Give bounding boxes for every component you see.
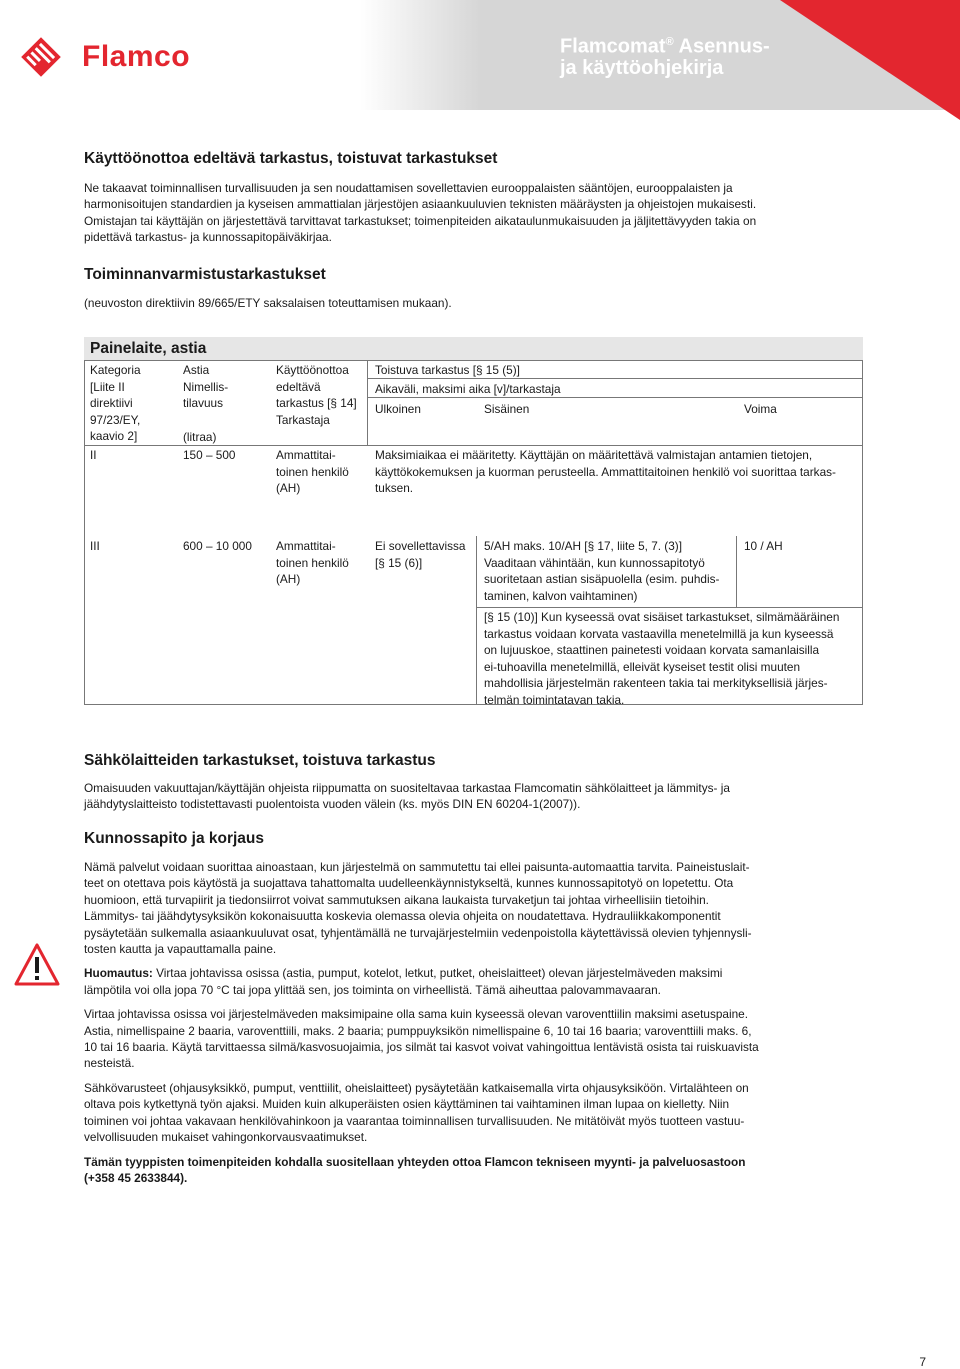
maintenance-note: Huomautus: Virtaa johtavissa osissa (astia, pumput, kotelot, letkut, putket, oheislaitteet) olevan järjestelmäveden maksimi lämpötila voi olla jopa 70 °C tai jopa ylittää sen, jos toiminta on virheellistä. Tämä aiheuttaa palovammavaaran.: [84, 966, 723, 997]
warning-icon: [14, 942, 60, 988]
row2-force: 10 / AH: [744, 539, 783, 553]
grid-line: [476, 607, 863, 608]
row1-inspector: Ammattitai- toinen henkilö (AH): [276, 448, 349, 496]
maintenance-paragraph-1: Nämä palvelut voidaan suorittaa ainoastaan, kun järjestelmä on sammutettu tai ellei paisunta-automaattia tarvita. Paineistuslait- teet on otettava pois käytöstä ja suojattava tahattomalta uudelleenkäynnistykseltä, kunnes kunnossapitotyö on lopetettu. Ota huomioon, että turvapiirit ja tiedonsiirrot voivat sammutuksen aikana laukaista turvaketjun tai johtaa virheellisiin tietoihin. Lämmitys- tai jäähdytysyksikön kokonaisuutta koskevia olemassa olevia ohjeita on noudatettava. Hydrauliikkakomponentit pysäytetään sulkemalla asiaankuuluvat osat, tyhjentämällä ne turvajärjestelmiin vedenpoistolla käytettävissä olevien tyhjennysli- tosten kautta ja vapauttamalla paine.: [84, 860, 752, 957]
row2-internal-b: [§ 15 (10)] Kun kyseessä ovat sisäiset tarkastukset, silmämääräinen tarkastus voidaan korvata vastaavilla menetelmillä ja kun kyseessä on lujuuskoe, staattinen painetesti voidaan korvata samanlaisilla ei-tuhoavilla menetelmillä, elleivät kyseiset testit olisi muuten mahdollisia järjestelmän rakenteen takia tai merkityksellisiä järjes- telmän toimintatavan takia.: [484, 610, 840, 707]
grid-line: [84, 361, 85, 704]
row1-volume: 150 – 500: [183, 448, 236, 462]
row2-category: III: [90, 539, 100, 553]
brand-name: Flamco: [82, 40, 191, 73]
header-astia: Astia Nimellis- tilavuus: [183, 363, 229, 411]
intro-section: [84, 150, 864, 311]
contact-recommendation: Tämän tyyppisten toimenpiteiden kohdalla suositellaan yhteyden ottoa Flamcon tekniseen myynti- ja palveluosastoon (+358 45 2633844).: [84, 1154, 746, 1185]
section-title-electrical: Sähkölaitteiden tarkastukset, toistuva tarkastus: [84, 752, 436, 769]
row1-category: II: [90, 448, 97, 462]
table-title: Painelaite, astia: [84, 337, 863, 361]
grid-line: [367, 361, 368, 445]
row2-external: Ei sovellettavissa [§ 15 (6)]: [375, 539, 466, 570]
table-body: [84, 361, 863, 707]
functional-checks-subtitle: (neuvoston direktiivin 89/665/ETY saksalaisen toteuttamisen mukaan).: [84, 295, 452, 310]
row1-description: Maksimiaikaa ei määritetty. Käyttäjän on määritettävä valmistajan antamien tietojen, käyttökokemuksen ja kuorman perusteella. Ammattitaitoinen henkilö voi suorittaa tarkas- tuksen.: [375, 448, 836, 496]
grid-line: [736, 536, 737, 607]
maintenance-paragraph-3: Sähkövarusteet (ohjausyksikkö, pumput, venttiilit, oheislaitteet) pysäytetään katkaisemalla virta ohjausyksiköön. Virtalähteen on oltava pois kytkettynä työn ajaksi. Muiden kuin alkuperäisten osien käyttäminen tai vaihtaminen ilman lupaa on kielletty. Niin toiminen voi johtaa vakavaan henkilövahinkoon ja vaarantaa toiminnallisen turvallisuuden. Ne mitätöivät myös tuotteen vastuu- velvollisuuden mukaiset vahingonkorvausvaatimukset.: [84, 1080, 749, 1145]
header-toistuva: Toistuva tarkastus [§ 15 (5)]: [375, 363, 520, 377]
grid-line: [862, 361, 863, 704]
row2-internal-a: 5/AH maks. 10/AH [§ 17, liite 5, 7. (3)] Vaaditaan vähintään, kun kunnossapitotyö suoritetaan astian sisäpuolella (esim. puhdis- taminen, kalvon vaihtaminen): [484, 539, 720, 603]
maintenance-section: [84, 830, 864, 1186]
header-aikavali: Aikaväli, maksimi aika [v]/tarkastaja: [375, 382, 561, 396]
document-title: Flamcomat® Asennus- ja käyttöohjekirja: [560, 35, 770, 79]
inspection-table: [84, 337, 863, 705]
flamco-logo-icon: [18, 34, 64, 80]
header-litraa: (litraa): [183, 430, 217, 444]
header-voima: Voima: [744, 402, 777, 416]
maintenance-paragraph-2: Virtaa johtavissa osissa voi järjestelmäveden maksimipaine olla sama kuin kyseessä olevan varoventtiilin maksimi asetuspaine. Astia, nimellispaine 2 baaria, varoventtiili, maks. 2 baaria; pumppuyksikön nimellispaine 6, 10 tai 16 baaria; varoventtiili maks. 6, 10 tai 16 baaria. Käytä tarvittaessa silmä/kasvosuojaimia, jos silmät tai kasvot voivat vahingoittua lentävistä osista tai ruiskuavista nesteistä.: [84, 1007, 759, 1071]
header-ulkoinen: Ulkoinen: [375, 402, 421, 416]
grid-line: [476, 536, 477, 704]
row2-volume: 600 – 10 000: [183, 539, 252, 553]
intro-paragraph: Ne takaavat toiminnallisen turvallisuuden ja sen noudattamisen sovellettavien eurooppalaisten sääntöjen, eurooppalaisten ja harmonisoitujen standardien ja kyseisen ammattialan järjestöjen asiaankuuluvien teknisten määräysten ja ohjeistojen mukaisesti. Omistajan tai käyttäjän on järjestettävä tarvittavat tarkastukset; toimenpiteiden aikataulunmukaisuuden ja jäljitettävyyden takia on pidettävä tarkastus- ja kunnossapitopäiväkirjaa.: [84, 181, 757, 245]
header-kayttoonotto: Käyttöönottoa edeltävä tarkastus [§ 14] Tarkastaja: [276, 363, 357, 427]
section-title-inspections: Käyttöönottoa edeltävä tarkastus, toistuvat tarkastukset: [84, 150, 498, 167]
electrical-section: [84, 752, 864, 813]
header-kategoria: Kategoria [Liite II direktiivi 97/23/EY, kaavio 2]: [90, 363, 141, 444]
section-title-maintenance: Kunnossapito ja korjaus: [84, 830, 265, 847]
electrical-paragraph: Omaisuuden vakuuttajan/käyttäjän ohjeista riippumatta on suositeltavaa tarkastaa Flamcomatin sähkölaitteet ja lämmitys- ja jäähdytyslaitteisto todistettavasti puolentoista vuoden välein (ks. myös DIN EN 60204-1(2007)).: [84, 781, 730, 812]
section-title-functional-checks: Toiminnanvarmistustarkastukset: [84, 265, 326, 283]
page-number: 7: [919, 1355, 926, 1369]
row2-inspector: Ammattitai- toinen henkilö (AH): [276, 539, 349, 587]
header-gradient: [360, 0, 480, 110]
page-header: [0, 0, 960, 110]
header-sisainen: Sisäinen: [484, 402, 530, 416]
